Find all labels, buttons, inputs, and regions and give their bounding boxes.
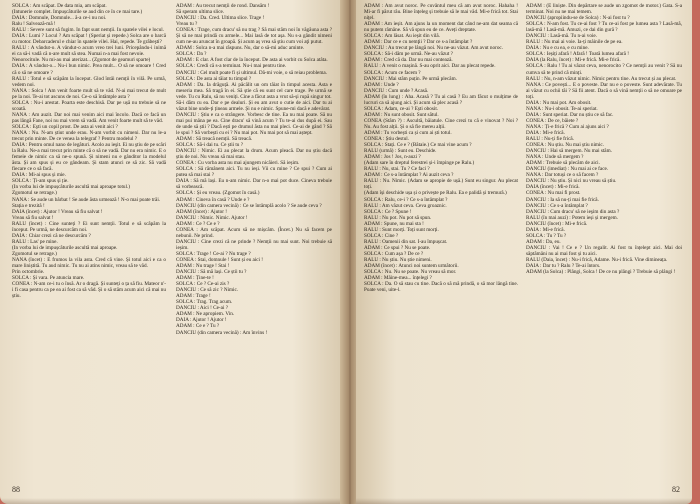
dialogue-line: ADAM : Ne apropiem. Vin. [176,311,235,318]
dialogue-line: ADAM : Solca n-a mai răspuns. Nu, dar o să-mi aduc aminte. [176,45,305,52]
dialogue-line: Zgomotul se retrage.) [12,190,57,197]
dialogue-line: SOLCA : Tu ? Tu ? [526,232,567,239]
dialogue-line: ADAM : Unde ? [364,81,399,88]
dialogue-line: DAIA : Nu e cu ea, e cu mine. [526,45,589,52]
dialogue-line: NANA : Am auzit. Dar noi mai venim aici mai încolo. Dacă ce facă un pas lângă Fane, noi nu mai vrem să vadă. Am venit foarte mult să te văd. [12,111,166,124]
dialogue-line: DANCIU : Ia să nu-ți mai fie frică. [526,196,599,203]
right-page-edge [356,498,692,504]
dialogue-line: SOLCA : Ralu, ce-i ? Ce s-a întâmplat ? [364,196,448,203]
dialogue-line: ADAM : Cred că da. Dar nu mai contează. [364,57,453,64]
dialogue-line: RALU : Nu mai ai voie. Ia-ți mâinile de pe ea. [526,39,623,46]
dialogue-line: DANCIU : Aici ! Ce-ai ? [176,305,229,312]
dialogue-line: DANCIU : Da. Cred. Ultima slice. Trage ! [176,15,265,22]
dialogue-line: DAIA : Pentru omul nano de legături. Acolo au ieşit. Ei nu ştiu de pe scări la Ralu. Ne-a mai trecut prin minte că o să ne vadă. Dar nu era nimic. E o femeie de nimic ca să ne-o spună. Și nimeni nu e gânditor la modelul ăsta. Și am spus și eu ce gândeam. Și stam atunci ce să zic. Să vadă fiecare ce o să facă. [12,142,167,173]
dialogue-line: DANCIU : Mai stăm puțin. Pe urmă plecăm. [364,75,457,82]
dialogue-line: Prin octombrie. [12,269,45,276]
dialogue-line: ADAM : Da. Ia drăguță. Ai păcălit un om tăiat în timpul acesta. Asta e meseria mea. Să tragă în ei. Să știe că eu sunt cel care trage. Pe urmă se vede. Tu cu Ralu, să nu veniți. Cine a făcut asta a vrut să-și rupă singur tot. [176,81,332,100]
dialogue-line: DAIA : Mi-ai spus și mie. [12,172,66,179]
dialogue-line: DAIA : A vândut-o... Nu-i bun nimic. Prea mult... O să ne omoare ! Cred că o să ne omoare ? [12,63,166,76]
dialogue-line: RALU (încet) : Cine sunteți ? Ei sunt nemții. Totul e să scăpăm la început. Pe urmă, ne descurcăm noi. [12,220,166,233]
dialogue-line: CONEA : Nu mai fi prost. [526,190,581,197]
dialogue-line: DANCIU (încet) : Mi-e frică. [526,220,588,227]
dialogue-line: DANCIU : Cel mult poate fi și ultimul. Dă-mi voie, o să reiau problema. [176,69,327,76]
dialogue-line: RALU : Oamenii din sat. I-au împușcat. [364,238,448,245]
dialogue-line: SOLCA : Stați. Ce e ? (Bătaie.) Ce mai vine acum ? [364,142,472,149]
dialogue-line: DAIA : Sunt speriat. Dar nu știu ce să fac. [526,111,614,118]
dialogue-line: SOLCA : Ralu ! Tu ai văzut ceva, nenorocito ? Ce nemții au venit ? Să nu cumva să te prind că minți. [526,63,682,76]
left-column-b [176,3,332,336]
dialogue-line: ADAM : Ce e ? Tu ? [176,323,220,330]
dialogue-line: DAIA (la Ralu, încet) : Mi-e frică. Mi-e frică. [526,57,621,64]
dialogue-line: ADAM (încet) : Ajutor ! [176,208,228,215]
dialogue-line: ADAM : Ține-te ! [176,275,214,282]
left-page [0,0,344,504]
dialogue-line: Să-i dăm cu ea. Dar e pe dealuri. Și eu am avut o cutie de aici. Dar tu ai văzut bine unde-ți țineau armele. Și nu e nimic. Spune-mi dacă e adevărat. [176,99,332,112]
dialogue-line: SOLCA : Am lăsat. Au ieșit din vilă. [364,33,440,40]
dialogue-line: SOLCA : Ți-am spus și ție. [12,178,69,185]
dialogue-line: SOLCA : Cine ? [364,232,399,239]
dialogue-line: DANCIU : Lasă-mă. Tu n-ai voie. [526,33,598,40]
dialogue-line: RALU : Nu, n-am văzut nimic. Nimic pentru tine. Au trecut și au plecat. [526,75,677,82]
dialogue-line: DANCIU (din camera vecină) : Ce se întâmplă acolo ? Se aude ceva ? [176,202,322,209]
dialogue-line: ADAM : Ce ? Ce e ? [176,220,220,227]
dialogue-line: DANCIU (imediat) : Nu mai ai ce face. [526,166,609,173]
left-page-edge [0,498,344,504]
dialogue-line: DAIA : Mi-e frică. [526,129,565,136]
dialogue-line: SOLCA : Da. O să stau cu tine. Dacă o să mă prindă, o să mor lângă tine. Poate veni, uite-l. [364,281,518,294]
dialogue-line: SOLCA : Da ? [176,51,207,58]
dialogue-line: ADAM : Trebuie să plecăm de aici. [526,160,600,167]
dialogue-line: SOLCA : Trage ! Ce-ai ? Nu trage ? [176,250,251,257]
left-page-number: 88 [12,485,20,494]
dialogue-line: CONEA : Stai, domnule ! Sunt și eu aici ! [176,256,264,263]
dialogue-line: NANA (încet) : E frumos la vila asta. Cred că vine. Și totul aici e ca o mare liniștită. Tu aud nimic. Tu nu ai atins nimic, vreau să te văd. [12,256,166,270]
dialogue-line: (Adam sare în dreptul ferestrei și-i împinge pe Ralu.) [364,160,475,167]
dialogue-line: (In vorba lui de impușcăturile ascultă mai aproape. [12,244,118,251]
dialogue-line: ADAM : Am ieșit. Am ajuns la un moment dat când ne-am dat seama că nu putem rămâne. Să vă spun eu de ce. Aveți dreptate. [364,21,518,34]
dialogue-line: RALU : Nu-ți fie frică. [526,136,574,143]
dialogue-line: SOLCA : N-am fost. Tu ce-ai fost ? Tu ce-ai fost pe lumea asta ? Lasă-mă, lasă-mă ! Lasă-mă. Amuzi, ce dai din gură ? [526,21,682,34]
dialogue-line: RALU : Nu pot. Nu pot să spun. [364,214,432,221]
dialogue-line: SOLCA : Ce ? Spune ! [364,208,412,215]
dialogue-line: ADAM : Nu sunt obosit. Sunt sătul. [364,111,439,118]
dialogue-line: CONEA : Știu destul. [364,136,409,143]
dialogue-line: CONEA : Am scăpat. Acum să ne mișcăm. (Încet.) Nu să facem pe nebunii. Ne prind. [176,226,332,239]
dialogue-line: ADAM : Nu trage ! Stai ! [176,263,230,270]
dialogue-line: Să speram ultima slice. [176,9,225,16]
dialogue-line: SOLCA : Și eu vreau. (Zgomot în casă.) [176,190,260,197]
dialogue-line: DAIA : Chiar crezi că ne descurcăm ? [12,232,91,239]
dialogue-line: DANCIU : Au trecut pe lângă noi. Nu ne-au văzut. Am avut noroc. [364,45,504,52]
dialogue-line: RALU : Am văzut ceva. Ceva groaznic. [364,202,447,209]
dialogue-line: DAIA : Nu mai pot. Am obosit. [526,99,592,106]
dialogue-line: ADAM : Trage ! [176,293,211,300]
dialogue-line: ADAM : (E liniște. Din depărtare se aude un zgomot de motor.) Gata. S-a terminat. Noi nu ne mai temem. [526,3,682,16]
dialogue-line: DANCIU : Știu e ca o strângere. Vorbesc de tine. Ea nu mai poate. Să nu mai pui mâna pe ea. Cine dracu' să vină acum ? Tu te-ai dus după ei. Sau de unde să știi ? Dacă ești pe drumul ăsta nu mai pleci. Ce-ai de gând ? Să le spui ? Să vorbești cu ei ? Nu mai pot. Nu mai pot să mai aștept. [176,111,332,136]
dialogue-line: (Adam își deschide ușa și o privește pe Ralu. Ea e palidă și tremură.) [364,190,507,197]
dialogue-line: NANA : Se aude un bărbat ! Se aude ăsta urmează ! N-o mai poate trăi. [12,196,161,203]
right-page-number: 82 [672,485,680,494]
dialogue-line: RALU : Severe sunt să fugim. In fapt sunt nemții. In spatele vilei e locul. [12,27,164,34]
left-column-a [12,3,166,299]
dialogue-line: SOLCA : Să-i dai tu. Ce știi tu ? [176,142,244,149]
dialogue-line: NANA : Dar totuși ce o să facem ? [526,172,599,179]
dialogue-line: ADAM : Da, eu. [526,238,561,245]
dialogue-line: DAIA (încet) : Mi-e frică. [526,184,580,191]
dialogue-line: CONEA : Trage, cum dracu' să nu trag ? Să mai stăm noi în văgăuna asta ? Și să ne mai prindă cu armele... Mai lasă de tot așa. Nu s-a gândit nimeni cum ne-au aruncat în groapă. Și acum aș vrea să ştiu cum voi aţi putut. [176,27,332,46]
dialogue-line: DANCIU : Ce să zic ? Nimic. [176,287,239,294]
dialogue-line: DAIA : Să mă lași. Eu n-am nimic. Dar n-o mai pot duce. Cineva trebuie să vorbească. [176,178,332,191]
dialogue-line: SOLCA : Acum ce facem ? [364,69,421,76]
dialogue-line: DAIA (încet) : Ajutor ! Vreau să fiu salvat ! [12,208,103,215]
dialogue-line: RALU : Sunt morți. Toți sunt morți. [364,226,439,233]
dialogue-line: DAIA : Ajutor ! Ajutor ! [176,317,227,324]
dialogue-line: ADAM : Să treacă nemții. Să treacă. [176,136,253,143]
dialogue-line: (Intunerie complet. Impușcăturile se aud din ce în ce mai tare.) [12,9,143,16]
dialogue-line: SOLCA : Ce ? Ce-ai zis ? [176,281,230,288]
dialogue-line: SOLCA : Să rămânem aici. Tu nu ieși. Vii cu mine ? Ce spui ? Cum ai putea să mai stai ? [176,166,332,179]
dialogue-line: DANCIU : Hai să mergem. Nu mai stăm. [526,148,612,155]
dialogue-line: DANCIU : Cine crezi că ne prinde ? Nemții nu mai sunt. Noi trebuie să ieșim. [176,238,332,251]
dialogue-line: RALU : A venit o mașină. S-au oprit aici. Dar au plecat repede. [364,63,496,70]
dialogue-line: SOLCA : Cum așa ? De ce ? [364,250,424,257]
dialogue-line: RALU (în mai auzi) : Potem ieși și mergem. [526,214,618,221]
dialogue-line: ADAM : Mâine-mea... înțelegi ? [364,275,432,282]
dialogue-line: RALU : Las' pe mine. [12,238,58,245]
dialogue-line: NANA : Nu-i obosit. Te-ai speriat. [526,105,598,112]
dialogue-line: CONEA : N-am ce-i tu o însă. Ar o dragă. Și sunteți o ța să fiu. Mateor n'-i fi casa pentru ca pe ea ai fost ca să văd. Și o să stăm acum aici că mai nu știu. [12,281,166,300]
right-column-a [364,3,518,293]
dialogue-line: RALU (Daia, încet) : Nu-i frică, Adame. Nu-i frică. Vine dimineața. [526,256,668,263]
dialogue-line: DAIA : Domnule, Domnule... ă-a ce-i nu noi. [12,15,107,22]
dialogue-line: DANCIU : Să mă lași. Ce știi tu ? [176,269,247,276]
dialogue-line: Stația e trezită ! [12,202,45,209]
dialogue-line: CONEA (Stăm ?) : Ascultă, băiatule. Cine crezi tu că e vinovat ? Noi ? Nu. Au fost alții. Și o să fie mereu alții. [364,117,518,130]
dialogue-line: ADAM (încet) : Atunci noi suntem următorii. [364,263,459,270]
dialogue-line: DANCIU : Cum unde ? Acasă. [364,87,429,94]
dialogue-line: RALU : Nu, stai. Tu ? Ce faci ? [364,166,430,173]
dialogue-line: Zgomotul se retrage.) [12,250,57,257]
dialogue-line: NANA : Ți-e frică ? Cum ai ajuns aici ? [526,123,609,130]
dialogue-line: DANCIU : Nimic. Nimic. Ajutor ! [176,214,248,221]
dialogue-line: CONEA : Nu știu. Nu mai știu nimic. [526,142,604,149]
dialogue-line: DANCIU : Nimic. Ei au plecat la drum. Acum pleacă. Dar nu știu dacă știu de noi. Nu vreau să mai stau. [176,148,332,161]
dialogue-line: ADAM (în lung) : Aha. Acasă ? Tu ai casă ? Eu am făcut o mulțime de lucruri ca să ajung aici. Și acum să plec acasă ? [364,93,518,106]
dialogue-line: RALU : Totul e să scăpăm la început. Glod întâi nemții în vilă. Pe urmă, vedem noi. [12,75,166,88]
dialogue-line: DANCIU : Nu știu. Și nici nu vreau să știu. [526,178,617,185]
dialogue-line: Ralu ! Salvează-mă ! [12,21,56,28]
dialogue-line: DAIA : Lumi ? Locul ? Am scăpat ! (Speriat și repede.) Solca are o barcă cu motor. Debarcaderul e chiar în spatele vilei. Hai, repede. Te grăbeşti? [12,33,166,46]
dialogue-line: SOLCA : Credi că s-a terminat. Nu-i mai pentru tine. [176,63,287,70]
dialogue-line: Vreau să fiu salvat ! [12,214,54,221]
dialogue-line: DANCIU (din camera vecină) : Am învins ! [176,329,268,336]
dialogue-line: CONEA : De ce, băiete ? [526,117,579,124]
dialogue-line: SOLCA : Ieșiți afară ! Afară ! Toată lumea afară ! [526,51,629,58]
dialogue-line: ADAM : Ce spui ? Nu se poate. [364,244,431,251]
dialogue-line: RALU : A vândut-o. A vândut-o acum vreo trei luni. Pricepându-i inimă ei ca să-i vadă că n-are mult să stea. Numai n-a mai fost nevoie. [12,45,166,58]
dialogue-line: ADAM : Spune, nu mai sta ! [364,220,424,227]
dialogue-line: NANA : Nu. N-am știut unde erau. N-am vorbit cu nimeni. Dar nu le-a trecut prin minte. De ce venea la telegraf ? Pentru modelul ? [12,129,166,143]
dialogue-line: RALU : Nu. Nimic. (Adam se apropie de ușă.) Sunt eu singur. Au plecat toți. [364,178,518,191]
dialogue-line: NANA : Unde să mergem ? [526,154,584,161]
dialogue-line: ADAM (la Solca) : Plângi, Solca ! De ce nu plângi ? Trebuie să plângi ! [526,269,676,276]
right-page [356,0,692,504]
dialogue-line: SOLCA : Trag. Trag acum. [176,299,233,306]
dialogue-line: ADAM : Ce s-a întâmplat ? Ai auzit ceva ? [364,172,454,179]
dialogue-line: SOLCA : Nu-i arestat. Poarta este deschisă. Dar pe ușă nu trebuie să ne scoată. [12,99,166,112]
dialogue-line: ADAM : Tu vorbești ca și cum ai ști totul. [364,129,452,136]
dialogue-line: DAIA : Dar tu ? Ralu ? Te-ai întors. [526,263,601,270]
dialogue-line: DANCIU : Vai ! Ce e ? Un regalit. Ai fost tu înțelept aici. Mai doi săptămâni nu ai mai fost și tu aici. [526,244,682,257]
dialogue-line: ADAM : Dar ce e cu nemţii ? Dar ce s-a întâmplat ? [364,39,473,46]
dialogue-line: Nenorocitule. Nu mi-au mai aterizat... (Zgomot de geamuri sparte) [12,57,151,64]
dialogue-line: NANA : Solca ! Am venit foarte mult să te văd. N-ai mai trecut de mult pe la noi. Te-ai tot ascuns de noi. Ce-o să întâmple asta ? [12,87,166,100]
dialogue-line: (In vorba lui de impușcăturile ascultă mai aproape totul.) [12,184,130,191]
dialogue-line: ADAM : Jos ! Jos, n-auzi ? [364,154,421,161]
dialogue-line: DANCIU : Ce s-a întâmplat ? [526,202,588,209]
dialogue-line: RALU (urmă) : Sunt eu. Deschide. [364,148,437,155]
dialogue-line: ADAM : Cineva în casă ? Unde e ? [176,196,250,203]
dialogue-line: DAIA : Mi-e frică. [526,226,565,233]
dialogue-line: DANCIU (apropiindu-se de Solca) : N-ai fost tu ? [526,15,630,22]
right-column-b [526,3,682,275]
dialogue-line: SOLCA : De asta ai tăiat tu timpul ? [176,75,252,82]
dialogue-line: SOLCA : Eşti un copil prost. De asta ai venit aici ? [12,123,118,130]
dialogue-line: CONEA : Cu vorba asta nu mai ajungem nicăieri. Să ieșim. [176,160,300,167]
dialogue-line: ADAM : Au trecut nemții de rond. Dansăm ! [176,3,270,9]
dialogue-line: SOLCA : Să-i dăm pe urmă. Ne-au văzut ? [364,51,453,58]
dialogue-line: Vreau tu ? [176,21,198,28]
dialogue-line: ADAM : Am avut noroc. Pe cuvântul meu că am avut noroc. Hahaha ! Mi-ar fi părut rău. Bine înțeleg și trebuie să le mai văd. Mi-e frică tot. Stai niţel. [364,3,518,22]
dialogue-line: SOLCA : Nu. Nu se poate. Nu vreau să mor. [364,269,457,276]
dialogue-line: SOLCA : Am scăpat. De data mia, am scăpat. [12,3,107,9]
dialogue-line: SOLCA : Adam, ce-ai ? Ești obosit. [364,105,439,112]
dialogue-line: RALU : Nu știu. Nu știe nimeni. [364,256,432,263]
dialogue-line: DANCIU : Cum dracu' să ne ieşim din asta ? [526,208,620,215]
dialogue-line: ADAM : E clar. A fost clar de la început. De asta ai vorbit cu Solca atâta. [176,57,328,64]
dialogue-line: SOLCA : Și vara. Pe atuncia mare. [12,275,85,282]
dialogue-line: NANA : Ce povești... E o poveste. Dar nu e o poveste. Sunt adevărate. Tu ai văzut cu ochii tăi ? Să fii atent. Dacă o să vină nemții o să ne omoare pe toți. [526,81,682,100]
